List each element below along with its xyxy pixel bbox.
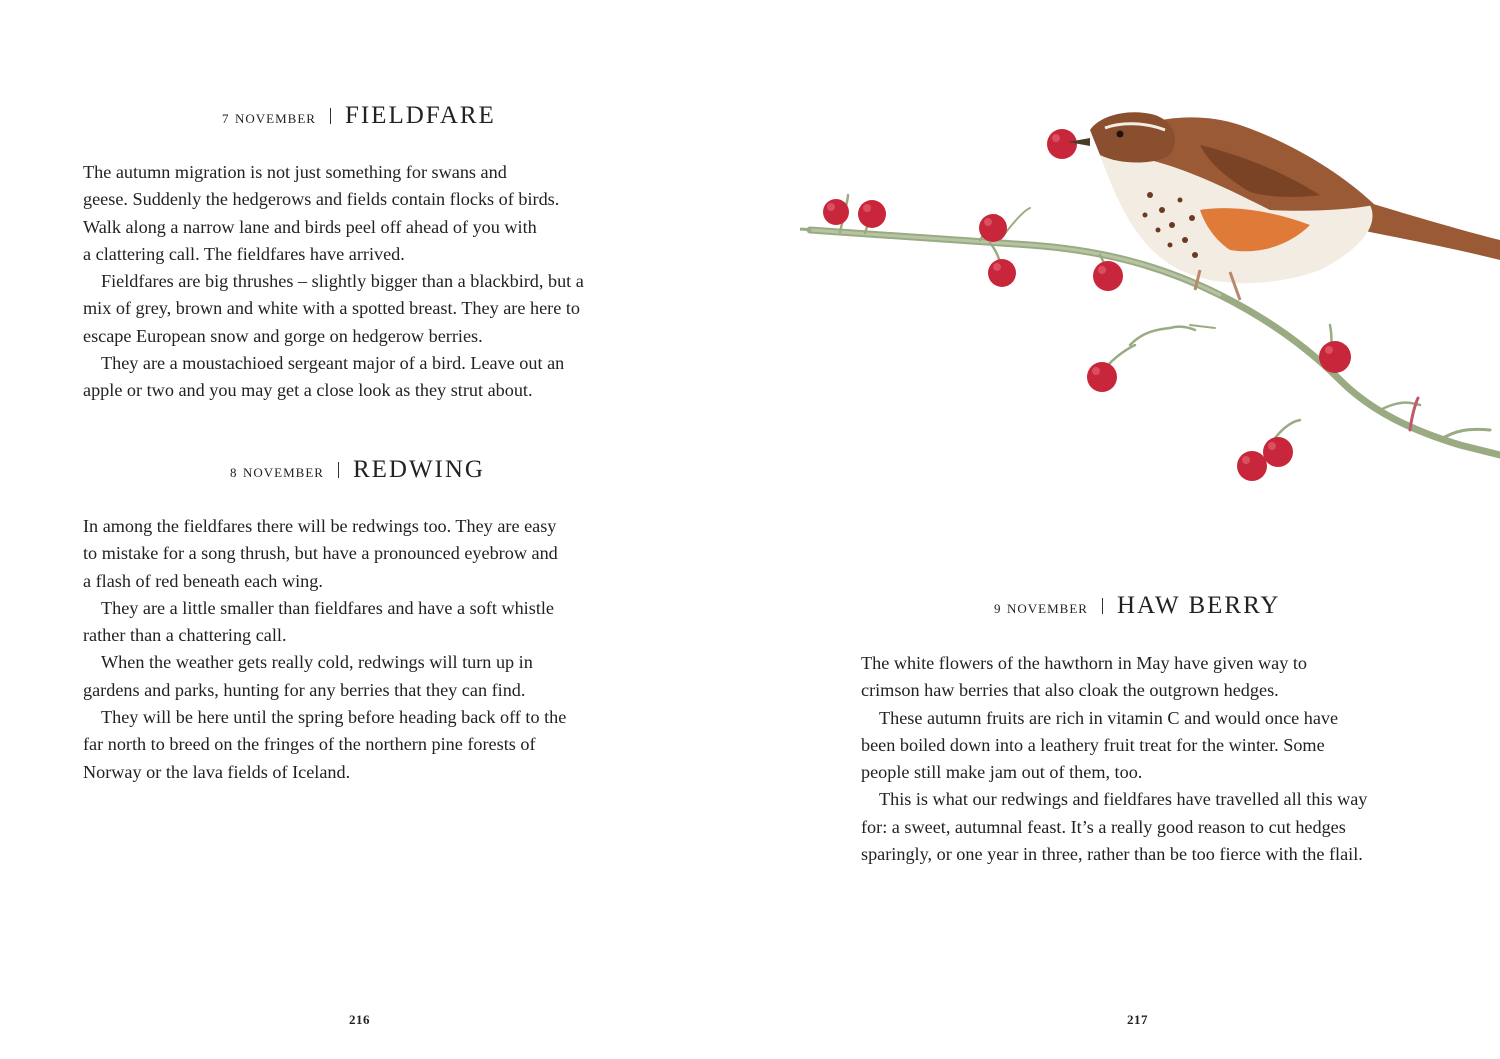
entry-title: FIELDFARE	[344, 102, 496, 129]
entry-title: REDWING	[352, 456, 485, 483]
page-number: 216	[349, 1012, 370, 1027]
heading-divider	[338, 462, 339, 478]
entry-body-haw-berry	[861, 650, 1441, 868]
text-line: to mistake for a song thrush, but have a pronounced eyebrow and	[83, 543, 558, 564]
entry-heading-fieldfare	[222, 102, 496, 130]
heading-divider	[1102, 598, 1103, 614]
text-line: They are a moustachioed sergeant major of a bird. Leave out an	[101, 353, 565, 374]
text-line: crimson haw berries that also cloak the outgrown hedges.	[861, 680, 1279, 701]
text-line: a clattering call. The fieldfares have arrived.	[83, 243, 405, 264]
text-line: people still make jam out of them, too.	[861, 762, 1143, 783]
entry-date-month: NOVEMBER	[1007, 601, 1088, 616]
text-line: gardens and parks, hunting for any berries that they can find.	[83, 679, 526, 700]
haw-berry	[979, 214, 1007, 242]
paragraph	[83, 268, 663, 350]
text-line: for: a sweet, autumnal feast. It’s a really good reason to cut hedges	[861, 816, 1346, 837]
entry-date-month: NOVEMBER	[235, 111, 316, 126]
entry-body-redwing	[83, 513, 663, 786]
text-line: far north to breed on the fringes of the northern pine forests of	[83, 734, 536, 755]
text-line: been boiled down into a leathery fruit treat for the winter. Some	[861, 734, 1325, 755]
text-line: These autumn fruits are rich in vitamin C and would once have	[879, 707, 1339, 728]
text-line: The white flowers of the hawthorn in May have given way to	[861, 653, 1307, 673]
text-line: sparingly, or one year in three, rather than be too fierce with the flail.	[861, 844, 1363, 865]
paragraph	[861, 786, 1441, 868]
haw-berry	[858, 200, 886, 228]
entry-heading-haw-berry	[994, 592, 1280, 620]
paragraph	[83, 513, 663, 595]
paragraph	[83, 350, 663, 405]
paragraph	[83, 649, 663, 704]
haw-berry	[823, 199, 849, 225]
haw-berry	[1093, 261, 1123, 291]
text-line: a flash of red beneath each wing.	[83, 570, 323, 591]
entry-heading-redwing	[230, 456, 485, 484]
text-line: Fieldfares are big thrushes – slightly bigger than a blackbird, but a	[101, 271, 584, 292]
haw-berry	[1263, 437, 1293, 467]
page-number: 217	[1127, 1012, 1148, 1027]
haw-berry	[1047, 129, 1077, 159]
haw-berry	[1087, 362, 1117, 392]
entry-date-day: 9	[994, 601, 1001, 616]
haw-berry	[988, 259, 1016, 287]
paragraph	[861, 705, 1441, 787]
heading-divider	[330, 108, 331, 124]
paragraph	[861, 650, 1441, 705]
text-line: The autumn migration is not just something for swans and	[83, 162, 507, 182]
text-line: They will be here until the spring before heading back off to the	[101, 707, 567, 728]
entry-body-fieldfare	[83, 159, 663, 405]
redwing-on-hawthorn-branch-illustration	[800, 100, 1500, 500]
text-line: They are a little smaller than fieldfares and have a soft whistle	[101, 597, 554, 618]
text-line: When the weather gets really cold, redwings will turn up in	[101, 652, 533, 673]
text-line: escape European snow and gorge on hedgerow berries.	[83, 325, 483, 346]
text-line: This is what our redwings and fieldfares have travelled all this way	[879, 789, 1368, 810]
entry-title: HAW BERRY	[1116, 592, 1281, 619]
text-line: apple or two and you may get a close look as they strut about.	[83, 380, 533, 401]
paragraph	[83, 159, 663, 268]
text-line: mix of grey, brown and white with a spotted breast. They are here to	[83, 298, 580, 319]
entry-date-day: 8	[230, 465, 237, 480]
text-line: rather than a chattering call.	[83, 625, 287, 646]
haw-berry	[1319, 341, 1351, 373]
entry-date-month: NOVEMBER	[243, 465, 324, 480]
text-line: geese. Suddenly the hedgerows and fields contain flocks of birds.	[83, 189, 560, 210]
paragraph	[83, 704, 663, 786]
text-line: Walk along a narrow lane and birds peel off ahead of you with	[83, 216, 537, 237]
redwing-bird	[1068, 112, 1500, 300]
text-line: Norway or the lava fields of Iceland.	[83, 761, 351, 782]
paragraph	[83, 595, 663, 650]
text-line: In among the fieldfares there will be redwings too. They are easy	[83, 516, 557, 536]
haw-berry	[1237, 451, 1267, 481]
entry-date-day: 7	[222, 111, 229, 126]
